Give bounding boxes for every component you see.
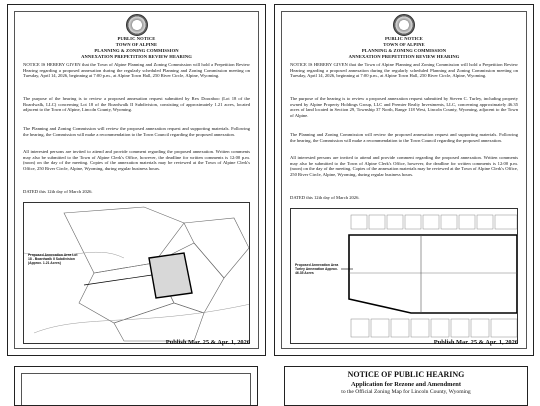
right-annexation-map: [290, 208, 518, 344]
left-para-2: The purpose of the hearing is to review a proposed annexation request submitted by Rex Dooraboo (Lot 18 of the Boardwalk, LLC) concerning Lot 18 of the Boardwalk II Subdivision, consisting of approximately 1.21 acres, located adjacent to the Town of Alpine, Lincoln County, Wyoming.: [23, 96, 250, 113]
right-map-drawing: [291, 209, 518, 343]
right-public-notice: [274, 4, 534, 356]
right-publish-line: Publish Mar. 25 & Apr. 1, 2026: [433, 339, 518, 346]
left-para-1: NOTICE IS HEREBY GIVEN that the Town of Alpine Planning and Zoning Commission will hold a Prepetition Review Hearing regarding a proposed annexation during the regularly scheduled Planning and Zoning Commission meeting on Tuesday, April 14, 2026, beginning at 7:00 p.m., at Alpine Town Hall, 250 River Circle, Alpine, Wyoming.: [23, 62, 250, 79]
title-line: PUBLIC NOTICE: [117, 36, 156, 41]
title-line: TOWN OF ALPINE: [383, 42, 425, 47]
bottom-notice-subtitle-2: to the Official Zoning Map for Lincoln County, Wyoming: [341, 389, 471, 395]
title-line: ANNEXATION PREPETITION REVIEW HEARING: [348, 54, 460, 59]
right-para-3: The Planning and Zoning Commission will review the proposed annexation request and supporting materials. Following the hearing, the Commission will make a recommendation to the Town Council regarding the proposed annexation.: [290, 132, 518, 143]
town-seal-icon: [126, 14, 148, 36]
title-line: ANNEXATION PREPETITION REVIEW HEARING: [81, 54, 192, 59]
bottom-notice-subtitle: Application for Rezone and Amendment: [351, 381, 461, 388]
bottom-left-notice-inner: [21, 373, 251, 406]
town-seal-icon: [393, 14, 415, 36]
title-line: PLANNING & ZONING COMMISSION: [361, 48, 447, 53]
title-line: PLANNING & ZONING COMMISSION: [94, 48, 179, 53]
title-line: TOWN OF ALPINE: [115, 42, 158, 47]
left-map-label: Proposed Annexation Area Lot 18 - Boardwalk II Subdivision (Approx. 1.21 Acres): [28, 253, 78, 265]
right-para-2: The purpose of the hearing is to review a proposed annexation request submitted by Steven C. Turley, including property owned by Alpine Property Holdings Group, LLC and Premier Realty Investments, LLC, concerning approximately 46.35 acres of land located in Section 29, Township 37 North, Range 118 West, Lincoln County, Wyoming, adjacent to the Town of Alpine.: [290, 96, 518, 118]
left-para-3: The Planning and Zoning Commission will review the proposed annexation request and supporting materials. Following the hearing, the Commission will make a recommendation to the Town Council regarding the proposed annexation.: [23, 126, 250, 137]
bottom-right-notice: [284, 366, 528, 406]
left-public-notice: [7, 4, 266, 356]
right-para-4: All interested persons are invited to attend and provide comment regarding the proposed annexation. Written comments may also be submitted to the Town of Alpine Clerk's Office, however, the deadline for written comments is 12:00 p.m. (noon) on the day of the meeting. Copies of the annexation materials may be reviewed at the Town of Alpine Clerk's Office, 250 River Circle, Alpine, Wyoming, during regular business hours.: [290, 155, 518, 177]
right-para-1: NOTICE IS HEREBY GIVEN that the Town of Alpine Planning and Zoning Commission will hold a Prepetition Review Hearing regarding a proposed annexation during the regularly scheduled Planning and Zoning Commission meeting on Tuesday, April 14, 2026, beginning at 7:00 p.m., at Alpine Town Hall, 250 River Circle, Alpine, Wyoming.: [290, 62, 518, 79]
right-dated: DATED this 12th day of March 2026.: [290, 195, 360, 200]
right-notice-title: [282, 36, 526, 60]
right-map-label: Proposed Annexation Area Turley Annexation Approx. 46.35 Acres: [295, 263, 339, 275]
left-annexation-map: [23, 202, 250, 344]
right-notice-inner: [281, 11, 527, 349]
left-publish-line: Publish Mar. 25 & Apr. 1, 2026: [165, 339, 250, 346]
left-notice-title: [15, 36, 258, 60]
left-dated: DATED this 12th day of March 2026.: [23, 189, 93, 194]
bottom-left-notice: [14, 366, 258, 406]
left-map-drawing: [24, 203, 250, 343]
bottom-notice-title: NOTICE OF PUBLIC HEARING: [347, 370, 465, 379]
left-para-4: All interested persons are invited to attend and provide comment regarding the proposed annexation. Written comments may also be submitted to the Town of Alpine Clerk's Office, however, the deadline for written comments is 12:00 p.m. (noon) on the day of the meeting. Copies of the annexation materials may be reviewed at the Town of Alpine Clerk's Office, 250 River Circle, Alpine, Wyoming, during regular business hours.: [23, 149, 250, 171]
title-line: PUBLIC NOTICE: [385, 36, 423, 41]
left-notice-inner: [14, 11, 259, 349]
